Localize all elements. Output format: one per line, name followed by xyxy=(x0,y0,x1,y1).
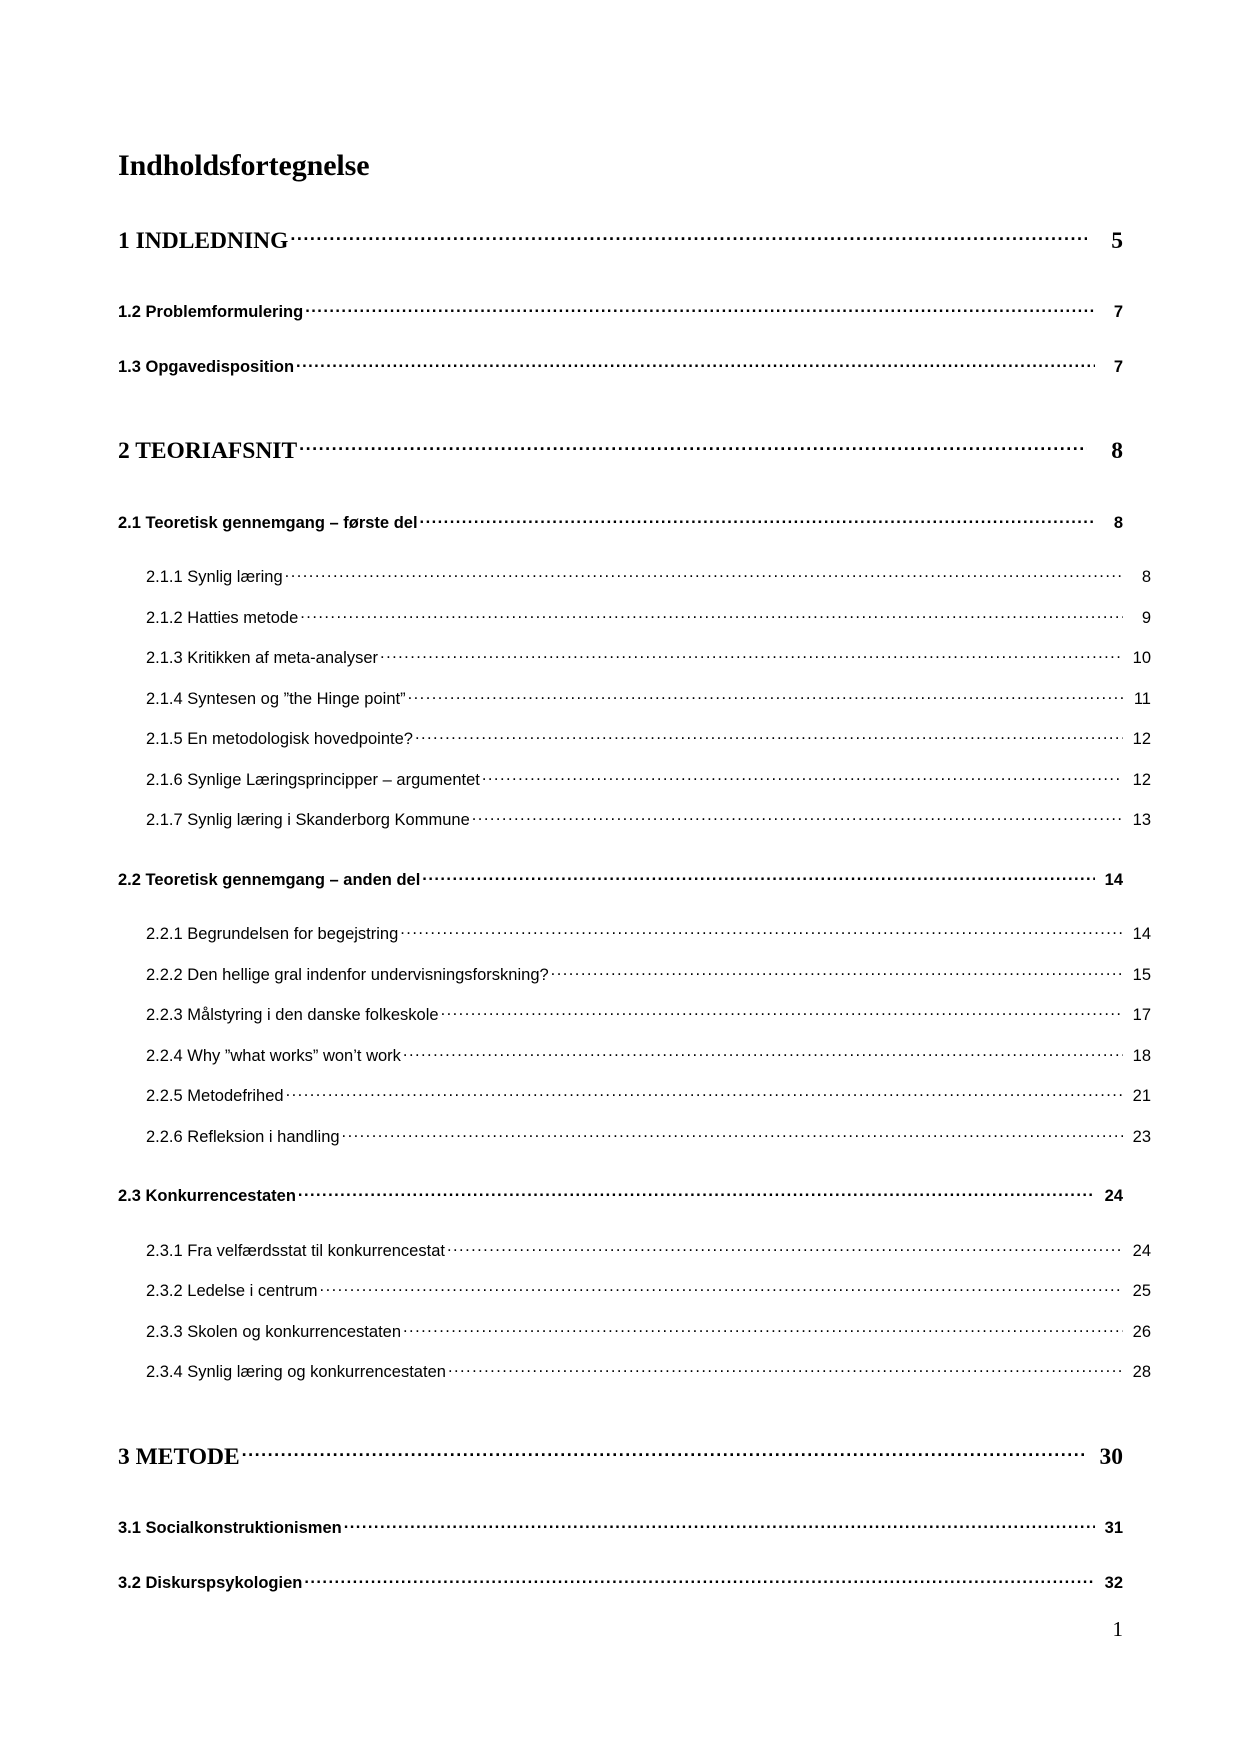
toc-entry-page-number: 18 xyxy=(1132,1046,1151,1065)
toc-entry-label: 2 TEORIAFSNIT xyxy=(118,438,298,464)
toc-entry-level-2[interactable] xyxy=(118,511,1123,533)
toc-dot-leader xyxy=(441,1004,1123,1021)
toc-dot-leader xyxy=(285,566,1123,583)
toc-dot-leader xyxy=(472,809,1123,826)
toc-entry-page-number: 31 xyxy=(1104,1519,1123,1537)
toc-dot-leader xyxy=(551,963,1123,980)
toc-entry-level-2[interactable] xyxy=(118,355,1123,377)
toc-dot-leader xyxy=(403,1320,1123,1337)
toc-entry-label: 1.2 Problemformulering xyxy=(118,303,304,321)
toc-entry-label: 1 INDLEDNING xyxy=(118,227,289,254)
toc-entry-page-number: 15 xyxy=(1132,965,1151,984)
toc-dot-leader xyxy=(482,768,1123,785)
toc-dot-leader xyxy=(400,923,1123,940)
toc-entry-page-number: 8 xyxy=(1111,438,1123,464)
page-number-footer: 1 xyxy=(1112,1617,1123,1641)
toc-entry-page-number: 24 xyxy=(1104,1187,1123,1205)
toc-entry-level-3[interactable] xyxy=(118,647,1151,669)
toc-dot-leader xyxy=(422,868,1095,885)
toc-entry-label: 2.2.1 Begrundelsen for begejstring xyxy=(146,925,399,943)
toc-entry-level-3[interactable] xyxy=(118,768,1151,790)
toc-entry-page-number: 11 xyxy=(1133,689,1151,708)
toc-dot-leader xyxy=(286,1085,1123,1102)
toc-entry-page-number: 9 xyxy=(1141,608,1151,627)
toc-entry-level-3[interactable] xyxy=(118,606,1151,628)
toc-dot-leader xyxy=(448,1361,1123,1378)
toc-entry-label: 2.3.2 Ledelse i centrum xyxy=(146,1282,318,1300)
toc-dot-leader xyxy=(300,606,1123,623)
toc-entry-label: 2.2.5 Metodefrihed xyxy=(146,1087,284,1105)
toc-entry-page-number: 8 xyxy=(1141,568,1151,586)
toc-entry-label: 2.2 Teoretisk gennemgang – anden del xyxy=(118,870,421,889)
toc-entry-level-2[interactable] xyxy=(118,1185,1123,1207)
toc-entry-level-3[interactable] xyxy=(118,923,1151,945)
toc-entry-label: 2.1.4 Syntesen og ”the Hinge point” xyxy=(146,689,406,708)
toc-entry-label: 2.1.2 Hatties metode xyxy=(146,608,299,627)
toc-entry-level-1[interactable] xyxy=(118,224,1123,255)
toc-dot-leader xyxy=(342,1125,1123,1142)
toc-dot-leader xyxy=(380,647,1123,664)
toc-entry-level-3[interactable] xyxy=(118,1280,1151,1302)
toc-entry-level-2[interactable] xyxy=(118,1517,1123,1539)
toc-dot-leader xyxy=(344,1517,1095,1534)
toc-dot-leader xyxy=(242,1440,1087,1464)
toc-dot-leader xyxy=(447,1239,1123,1256)
toc-dot-leader xyxy=(298,1185,1095,1202)
toc-entry-label: 2.1.3 Kritikken af meta-analyser xyxy=(146,649,379,667)
toc-dot-leader xyxy=(403,1044,1123,1061)
toc-entry-label: 2.2.3 Målstyring i den danske folkeskole xyxy=(146,1006,439,1024)
toc-entry-level-3[interactable] xyxy=(118,963,1151,985)
toc-entry-level-3[interactable] xyxy=(118,1239,1151,1261)
toc-entry-label: 2.3 Konkurrencestaten xyxy=(118,1187,296,1205)
toc-entry-page-number: 10 xyxy=(1132,649,1151,667)
toc-entry-level-3[interactable] xyxy=(118,1320,1151,1342)
toc-entry-level-3[interactable] xyxy=(118,809,1151,831)
toc-entry-page-number: 12 xyxy=(1132,770,1151,789)
toc-entry-label: 3 METODE xyxy=(118,1443,240,1470)
toc-entry-label: 1.3 Opgavedisposition xyxy=(118,357,295,376)
toc-entry-level-2[interactable] xyxy=(118,868,1123,890)
toc-entry-level-3[interactable] xyxy=(118,1044,1151,1066)
toc-entry-page-number: 17 xyxy=(1132,1006,1151,1024)
toc-dot-leader xyxy=(304,1571,1095,1588)
toc-entry-level-2[interactable] xyxy=(118,301,1123,323)
toc-entry-page-number: 5 xyxy=(1111,227,1123,254)
toc-dot-leader xyxy=(408,687,1123,704)
toc-entry-label: 3.2 Diskurspsykologien xyxy=(118,1573,303,1592)
toc-entry-level-3[interactable] xyxy=(118,1085,1151,1107)
toc-entry-level-3[interactable] xyxy=(118,566,1151,588)
toc-entry-page-number: 32 xyxy=(1104,1573,1123,1592)
toc-entry-page-number: 24 xyxy=(1132,1241,1151,1260)
toc-entry-page-number: 25 xyxy=(1132,1282,1151,1300)
toc-dot-leader xyxy=(290,224,1087,248)
toc-entry-level-2[interactable] xyxy=(118,1571,1123,1593)
toc-entry-label: 2.1.6 Synlige Læringsprincipper – argumentet xyxy=(146,770,480,789)
toc-entry-label: 2.1.7 Synlig læring i Skanderborg Kommune xyxy=(146,811,470,829)
table-of-contents-list xyxy=(118,224,1151,1593)
toc-entry-page-number: 21 xyxy=(1132,1087,1151,1105)
toc-entry-page-number: 28 xyxy=(1132,1363,1151,1381)
toc-entry-page-number: 30 xyxy=(1099,1443,1123,1470)
toc-entry-page-number: 12 xyxy=(1132,730,1151,748)
toc-entry-label: 3.1 Socialkonstruktionismen xyxy=(118,1519,342,1537)
page-title: Indholdsfortegnelse xyxy=(118,149,370,182)
toc-entry-label: 2.2.2 Den hellige gral indenfor undervisningsforskning? xyxy=(146,965,549,984)
toc-entry-label: 2.1 Teoretisk gennemgang – første del xyxy=(118,513,418,532)
toc-entry-label: 2.3.3 Skolen og konkurrencestaten xyxy=(146,1322,402,1341)
toc-entry-level-3[interactable] xyxy=(118,687,1151,709)
toc-dot-leader xyxy=(305,301,1095,318)
toc-dot-leader xyxy=(415,728,1123,745)
toc-entry-label: 2.3.1 Fra velfærdsstat til konkurrencestat xyxy=(146,1241,445,1260)
toc-entry-label: 2.2.6 Refleksion i handling xyxy=(146,1127,340,1146)
toc-dot-leader xyxy=(296,355,1095,372)
toc-entry-label: 2.1.5 En metodologisk hovedpointe? xyxy=(146,730,413,748)
toc-entry-page-number: 8 xyxy=(1113,513,1123,532)
toc-entry-page-number: 7 xyxy=(1113,357,1123,376)
toc-entry-level-1[interactable] xyxy=(118,1440,1123,1471)
toc-entry-level-1[interactable] xyxy=(118,435,1123,466)
toc-dot-leader xyxy=(420,511,1095,528)
toc-entry-page-number: 26 xyxy=(1132,1322,1151,1341)
toc-entry-level-3[interactable] xyxy=(118,728,1151,750)
toc-entry-page-number: 7 xyxy=(1113,303,1123,321)
toc-entry-page-number: 14 xyxy=(1132,925,1151,943)
toc-entry-page-number: 13 xyxy=(1132,811,1151,829)
toc-entry-level-3[interactable] xyxy=(118,1125,1151,1147)
toc-entry-label: 2.3.4 Synlig læring og konkurrencestaten xyxy=(146,1363,446,1381)
toc-container xyxy=(118,148,1151,1626)
toc-dot-leader xyxy=(299,435,1087,459)
toc-entry-level-3[interactable] xyxy=(118,1361,1151,1383)
toc-entry-label: 2.1.1 Synlig læring xyxy=(146,568,283,586)
toc-entry-page-number: 23 xyxy=(1132,1127,1151,1146)
toc-entry-page-number: 14 xyxy=(1104,870,1123,889)
toc-dot-leader xyxy=(320,1280,1123,1297)
toc-entry-level-3[interactable] xyxy=(118,1004,1151,1026)
toc-entry-label: 2.2.4 Why ”what works” won’t work xyxy=(146,1046,401,1065)
